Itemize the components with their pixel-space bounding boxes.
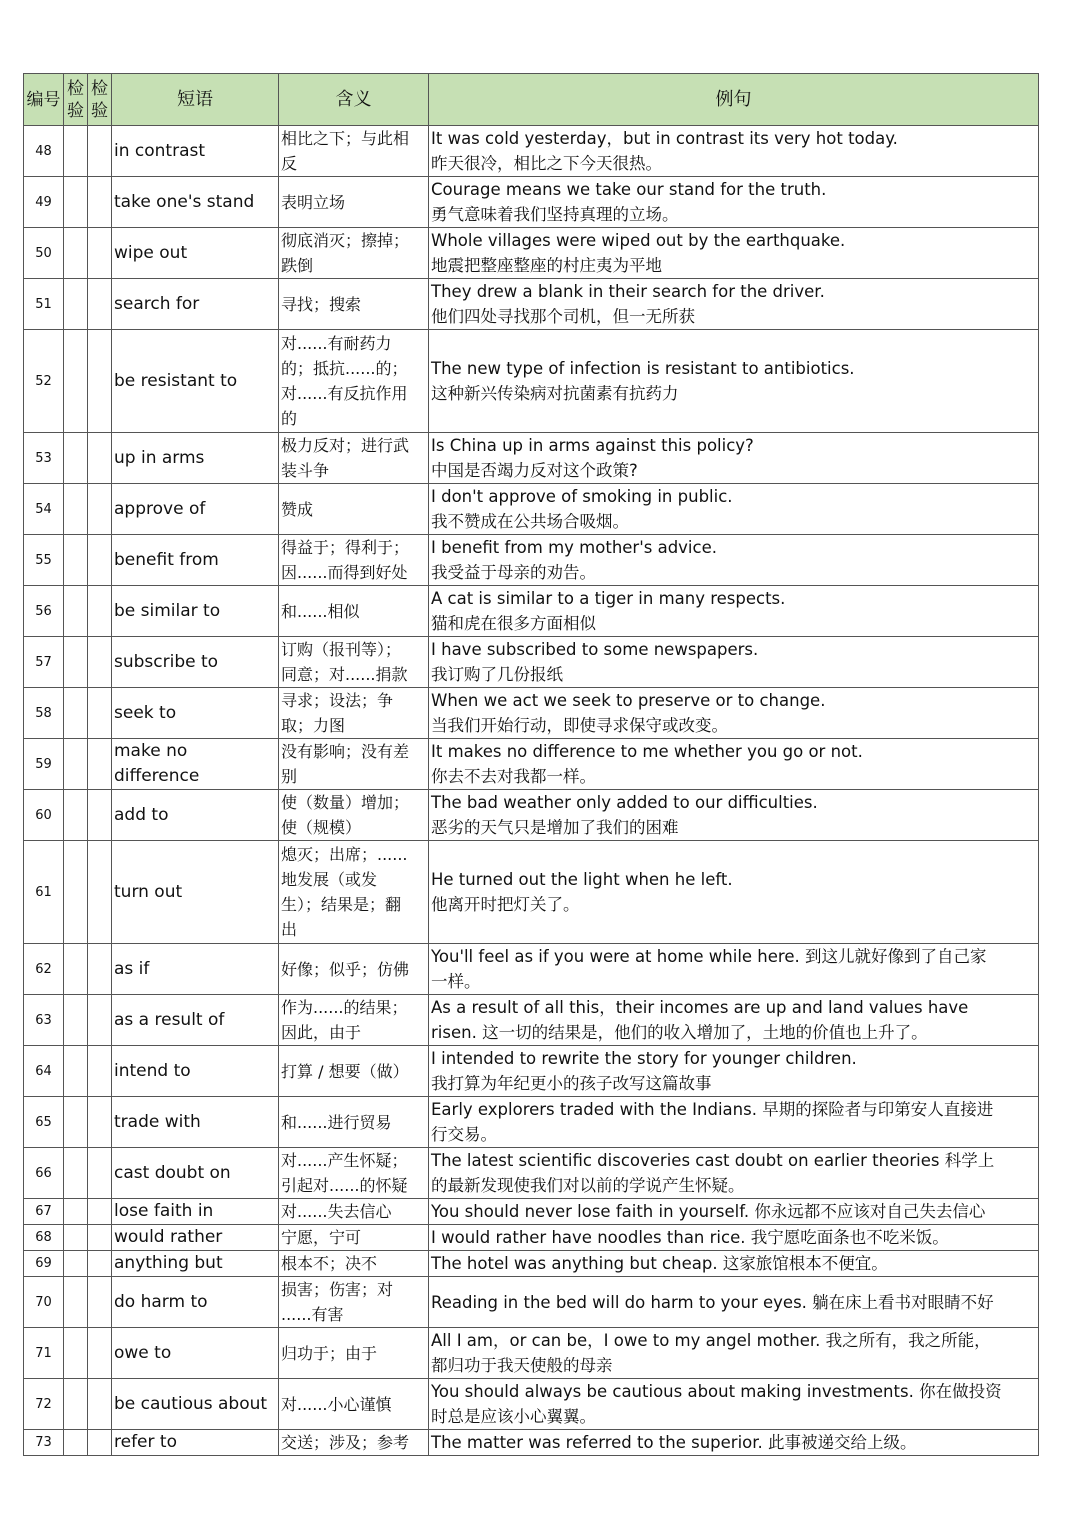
example-cell [429,279,1039,330]
phrase-cell: refer to [112,1430,279,1456]
meaning-line: 相比之下；与此相 [281,129,410,148]
meaning-line: 对......失去信心 [281,1202,392,1221]
check-cell-2 [88,279,112,330]
phrase-cell: approve of [112,484,279,535]
phrase-cell: as if [112,944,279,995]
meaning-cell [279,1328,429,1379]
table-row [24,1251,1039,1277]
meaning-line: 别 [281,767,298,786]
meaning-line: 的 [281,409,298,428]
table-row [24,1148,1039,1199]
phrase-cell: anything but [112,1251,279,1277]
table-row [24,995,1039,1046]
phrase-table [23,73,1039,1456]
phrase-cell: as a result of [112,995,279,1046]
example-cell [429,1251,1039,1277]
meaning-line: 对......有耐药力 [281,334,392,353]
meaning-cell [279,484,429,535]
example-line: 中国是否竭力反对这个政策? [431,461,638,480]
table-row [24,739,1039,790]
check-cell-2 [88,688,112,739]
row-number: 53 [24,433,64,484]
example-cell [429,177,1039,228]
check-cell-2 [88,637,112,688]
phrase-cell: trade with [112,1097,279,1148]
example-line: When we act we seek to preserve or to change. [431,691,826,710]
check-cell-1 [64,126,88,177]
meaning-line: 因此，由于 [281,1023,362,1042]
meaning-cell [279,1097,429,1148]
row-number: 73 [24,1430,64,1456]
meaning-line: 引起对......的怀疑 [281,1176,408,1195]
example-cell [429,841,1039,944]
check-cell-2 [88,535,112,586]
meaning-cell [279,126,429,177]
table-row [24,1328,1039,1379]
check-cell-1 [64,1148,88,1199]
check-cell-1 [64,1277,88,1328]
example-line: Reading in the bed will do harm to your eyes. 躺在床上看书对眼睛不好 [431,1292,994,1312]
phrase-cell: cast doubt on [112,1148,279,1199]
example-line: The new type of infection is resistant to antibiotics. [431,359,855,378]
meaning-line: ......有害 [281,1305,344,1324]
example-cell [429,1097,1039,1148]
check-cell-2 [88,1379,112,1430]
row-number: 56 [24,586,64,637]
meaning-cell [279,1430,429,1456]
example-cell [429,126,1039,177]
check-cell-1 [64,535,88,586]
check-cell-2 [88,944,112,995]
example-line: Early explorers traded with the Indians. 早期的探险者与印第安人直接进 [431,1100,994,1119]
phrase-cell: intend to [112,1046,279,1097]
example-cell [429,1199,1039,1225]
meaning-line: 装斗争 [281,461,330,480]
example-cell [429,995,1039,1046]
meaning-line: 作为......的结果； [281,998,408,1017]
meaning-line: 没有影响；没有差 [281,742,410,761]
example-line: The matter was referred to the superior. 此事被递交给上级。 [431,1433,917,1452]
example-line: 当我们开始行动，即使寻求保守或改变。 [431,716,728,735]
row-number: 72 [24,1379,64,1430]
check-cell-1 [64,279,88,330]
row-number: 70 [24,1277,64,1328]
meaning-cell [279,995,429,1046]
phrase-cell: be similar to [112,586,279,637]
table-row [24,330,1039,433]
meaning-cell [279,330,429,433]
example-line: The latest scientific discoveries cast doubt on earlier theories 科学上 [431,1151,995,1170]
meaning-line: 跌倒 [281,256,314,275]
table-row [24,484,1039,535]
meaning-line: 极力反对；进行武 [281,436,410,455]
header-check-1: 检验 [64,74,88,126]
meaning-line: 生）；结果是；翻 [281,895,402,914]
row-number: 61 [24,841,64,944]
table-row [24,1046,1039,1097]
check-cell-1 [64,1328,88,1379]
phrase-cell: up in arms [112,433,279,484]
meaning-cell [279,841,429,944]
table-row [24,279,1039,330]
example-cell [429,637,1039,688]
meaning-cell [279,944,429,995]
meaning-line: 同意；对......捐款 [281,665,408,684]
row-number: 69 [24,1251,64,1277]
example-cell [429,1277,1039,1328]
row-number: 49 [24,177,64,228]
table-row [24,177,1039,228]
row-number: 71 [24,1328,64,1379]
meaning-line: 寻找；搜索 [281,294,362,314]
example-line: 他们四处寻找那个司机，但一无所获 [431,307,695,326]
example-cell [429,688,1039,739]
example-line: 行交易。 [431,1125,497,1144]
example-line: risen. 这一切的结果是，他们的收入增加了，土地的价值也上升了。 [431,1023,928,1042]
meaning-cell [279,688,429,739]
meaning-line: 使（数量）增加； [281,793,410,812]
meaning-line: 使（规模） [281,818,362,837]
example-line: 地震把整座整座的村庄夷为平地 [431,256,662,275]
check-cell-1 [64,177,88,228]
check-cell-1 [64,790,88,841]
header-example: 例句 [429,74,1039,126]
example-line: 我不赞成在公共场合吸烟。 [431,512,629,531]
check-cell-1 [64,841,88,944]
check-cell-2 [88,228,112,279]
meaning-line: 赞成 [281,499,314,519]
table-body [24,126,1039,1456]
check-cell-1 [64,995,88,1046]
header-meaning: 含义 [279,74,429,126]
check-cell-1 [64,433,88,484]
example-line: I would rather have noodles than rice. 我宁愿吃面条也不吃米饭。 [431,1228,949,1247]
check-cell-2 [88,790,112,841]
example-cell [429,1148,1039,1199]
phrase-cell: wipe out [112,228,279,279]
row-number: 64 [24,1046,64,1097]
row-number: 48 [24,126,64,177]
row-number: 67 [24,1199,64,1225]
meaning-cell [279,1148,429,1199]
row-number: 52 [24,330,64,433]
table-row [24,433,1039,484]
example-line: You'll feel as if you were at home while here. 到这儿就好像到了自己家 [431,947,987,966]
row-number: 59 [24,739,64,790]
phrase-cell: be resistant to [112,330,279,433]
meaning-cell [279,1277,429,1328]
meaning-line: 熄灭；出席；...... [281,845,408,864]
check-cell-1 [64,586,88,637]
example-line: He turned out the light when he left. [431,870,733,889]
meaning-line: 因......而得到好处 [281,563,408,582]
check-cell-2 [88,433,112,484]
example-line: The bad weather only added to our difficulties. [431,793,818,812]
check-cell-2 [88,1430,112,1456]
example-cell [429,586,1039,637]
meaning-line: 和......进行贸易 [281,1112,392,1132]
check-cell-1 [64,484,88,535]
check-cell-2 [88,1225,112,1251]
check-cell-2 [88,330,112,433]
table-row [24,1430,1039,1456]
meaning-line: 得益于；得利于； [281,538,410,557]
example-cell [429,228,1039,279]
check-cell-1 [64,944,88,995]
example-line: I don't approve of smoking in public. [431,487,733,506]
meaning-line: 对......产生怀疑； [281,1151,408,1170]
example-line: 勇气意味着我们坚持真理的立场。 [431,205,679,224]
check-cell-2 [88,995,112,1046]
check-cell-1 [64,1379,88,1430]
check-cell-2 [88,586,112,637]
meaning-line: 根本不；决不 [281,1254,378,1273]
header-num: 编号 [24,74,64,126]
example-line: As a result of all this，their incomes are up and land values have [431,998,969,1017]
example-cell [429,1379,1039,1430]
meaning-line: 交送；涉及；参考 [281,1433,410,1452]
row-number: 63 [24,995,64,1046]
example-line: 猫和虎在很多方面相似 [431,614,596,633]
example-line: I intended to rewrite the story for younger children. [431,1049,857,1068]
check-cell-1 [64,1225,88,1251]
row-number: 68 [24,1225,64,1251]
meaning-cell [279,739,429,790]
example-line: 昨天很冷，相比之下今天很热。 [431,154,662,173]
table-row [24,637,1039,688]
meaning-line: 寻求；设法；争 [281,691,394,710]
example-line: 时总是应该小心翼翼。 [431,1407,596,1426]
example-line: 我打算为年纪更小的孩子改写这篇故事 [431,1074,712,1093]
phrase-cell: subscribe to [112,637,279,688]
check-cell-2 [88,126,112,177]
check-cell-2 [88,484,112,535]
check-cell-2 [88,1277,112,1328]
check-cell-1 [64,637,88,688]
row-number: 66 [24,1148,64,1199]
meaning-cell [279,228,429,279]
check-cell-1 [64,739,88,790]
phrase-cell: turn out [112,841,279,944]
meaning-cell [279,586,429,637]
meaning-line: 对......有反抗作用 [281,384,408,403]
table-row [24,1277,1039,1328]
meaning-line: 订购（报刊等）； [281,640,402,659]
table-row [24,1199,1039,1225]
check-cell-1 [64,1046,88,1097]
meaning-cell [279,1199,429,1225]
phrase-cell: benefit from [112,535,279,586]
phrase-cell: seek to [112,688,279,739]
table-row [24,228,1039,279]
row-number: 57 [24,637,64,688]
check-cell-2 [88,1097,112,1148]
check-cell-1 [64,688,88,739]
table-row [24,126,1039,177]
example-line: 我订购了几份报纸 [431,665,563,684]
meaning-line: 表明立场 [281,192,346,212]
check-cell-1 [64,1430,88,1456]
row-number: 51 [24,279,64,330]
row-number: 62 [24,944,64,995]
meaning-line: 地发展（或发 [281,870,378,889]
check-cell-1 [64,1199,88,1225]
example-line: 这种新兴传染病对抗菌素有抗药力 [431,384,679,403]
meaning-cell [279,1225,429,1251]
example-line: All I am，or can be，I owe to my angel mother. 我之所有，我之所能， [431,1331,991,1350]
row-number: 58 [24,688,64,739]
example-cell [429,1328,1039,1379]
phrase-cell: make no difference [112,739,279,790]
example-line: 他离开时把灯关了。 [431,895,580,914]
header-phrase: 短语 [112,74,279,126]
header-check-2: 检验 [88,74,112,126]
phrase-cell: would rather [112,1225,279,1251]
example-cell [429,1046,1039,1097]
phrase-cell: add to [112,790,279,841]
table-row [24,586,1039,637]
phrase-cell: take one's stand [112,177,279,228]
row-number: 54 [24,484,64,535]
example-line: 恶劣的天气只是增加了我们的困难 [431,818,679,837]
meaning-line: 损害；伤害；对 [281,1280,394,1299]
example-cell [429,1430,1039,1456]
example-line: 一样。 [431,972,481,991]
meaning-cell [279,1251,429,1277]
example-cell [429,484,1039,535]
meaning-line: 出 [281,920,298,939]
meaning-line: 反 [281,154,298,173]
example-line: It was cold yesterday，but in contrast its very hot today. [431,129,898,148]
row-number: 55 [24,535,64,586]
check-cell-2 [88,739,112,790]
example-cell [429,535,1039,586]
table-row [24,790,1039,841]
example-cell [429,944,1039,995]
meaning-line: 和......相似 [281,601,360,621]
example-cell [429,790,1039,841]
check-cell-2 [88,177,112,228]
check-cell-1 [64,330,88,433]
example-line: I benefit from my mother's advice. [431,538,717,557]
example-line: Is China up in arms against this policy? [431,436,754,455]
check-cell-1 [64,1097,88,1148]
meaning-cell [279,279,429,330]
example-line: 你去不去对我都一样。 [431,767,596,786]
table-row [24,688,1039,739]
meaning-line: 取；力图 [281,716,346,735]
row-number: 50 [24,228,64,279]
check-cell-2 [88,1148,112,1199]
meaning-line: 的；抵抗......的； [281,359,408,378]
meaning-line: 宁愿，宁可 [281,1228,362,1247]
phrase-cell: owe to [112,1328,279,1379]
row-number: 65 [24,1097,64,1148]
check-cell-2 [88,1046,112,1097]
check-cell-1 [64,228,88,279]
example-cell [429,739,1039,790]
example-line: The hotel was anything but cheap. 这家旅馆根本不便宜。 [431,1254,888,1273]
table-row [24,841,1039,944]
meaning-line: 对......小心谨慎 [281,1394,392,1414]
example-line: It makes no difference to me whether you go or not. [431,742,863,761]
example-line: I have subscribed to some newspapers. [431,640,759,659]
example-line: Whole villages were wiped out by the earthquake. [431,231,846,250]
example-line: 我受益于母亲的劝告。 [431,563,596,582]
phrase-cell: search for [112,279,279,330]
table-row [24,1379,1039,1430]
meaning-line: 好像；似乎；仿佛 [281,959,410,979]
example-line: A cat is similar to a tiger in many respects. [431,589,786,608]
example-cell [429,433,1039,484]
phrase-cell: be cautious about [112,1379,279,1430]
table-row [24,944,1039,995]
meaning-cell [279,637,429,688]
meaning-line: 打算 / 想要（做） [281,1061,409,1081]
example-line: They drew a blank in their search for the driver. [431,282,825,301]
phrase-cell: in contrast [112,126,279,177]
check-cell-1 [64,1251,88,1277]
check-cell-2 [88,1328,112,1379]
check-cell-2 [88,841,112,944]
meaning-cell [279,790,429,841]
example-line: 都归功于我天使般的母亲 [431,1356,613,1375]
check-cell-2 [88,1251,112,1277]
table-row [24,535,1039,586]
meaning-cell [279,1046,429,1097]
header-row [24,74,1039,126]
meaning-cell [279,1379,429,1430]
check-cell-2 [88,1199,112,1225]
row-number: 60 [24,790,64,841]
meaning-line: 彻底消灭；擦掉； [281,231,410,250]
table-row [24,1097,1039,1148]
phrase-cell: lose faith in [112,1199,279,1225]
meaning-cell [279,177,429,228]
meaning-cell [279,433,429,484]
example-cell [429,330,1039,433]
example-line: 的最新发现使我们对以前的学说产生怀疑。 [431,1176,745,1195]
phrase-cell: do harm to [112,1277,279,1328]
example-line: You should always be cautious about making investments. 你在做投资 [431,1382,1002,1401]
example-line: You should never lose faith in yourself. 你永远都不应该对自己失去信心 [431,1202,986,1221]
meaning-cell [279,535,429,586]
example-cell [429,1225,1039,1251]
meaning-line: 归功于；由于 [281,1343,378,1363]
example-line: Courage means we take our stand for the truth. [431,180,827,199]
table-row [24,1225,1039,1251]
